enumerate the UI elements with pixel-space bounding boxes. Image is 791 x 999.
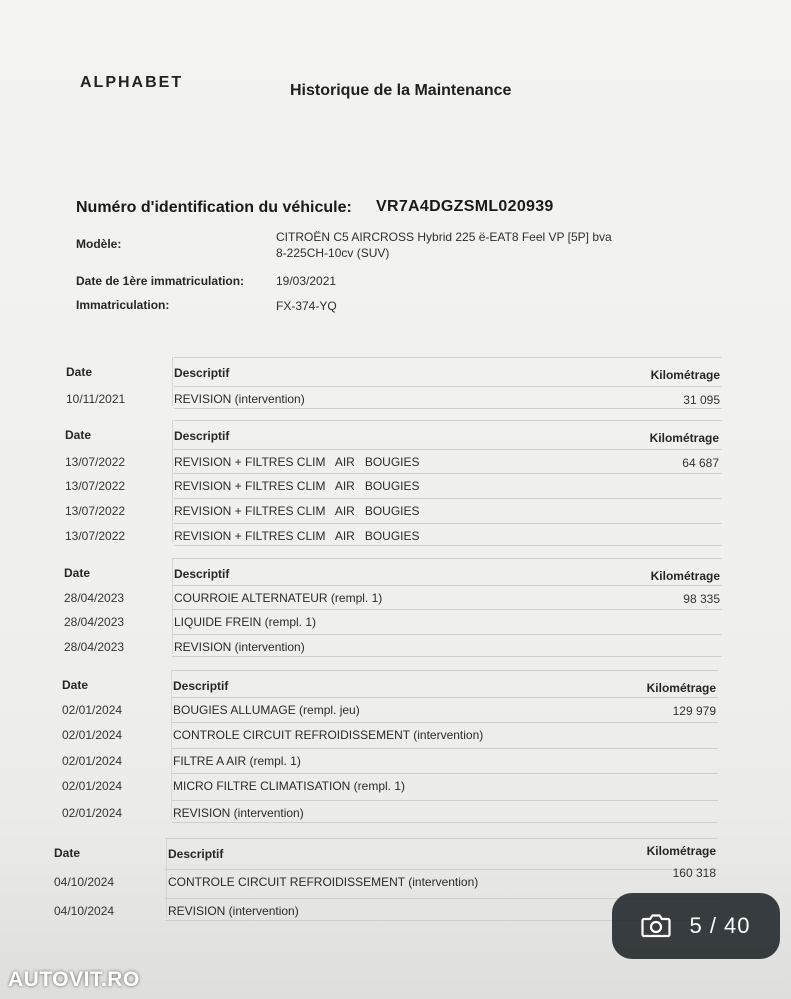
column-header-descriptif: Descriptif xyxy=(174,429,230,443)
row-descriptif: BOUGIES ALLUMAGE (rempl. jeu) xyxy=(173,703,360,717)
row-date: 28/04/2023 xyxy=(64,615,125,629)
column-header-kilometrage: Kilométrage xyxy=(650,368,720,382)
vin-label: Numéro d'identification du véhicule: xyxy=(76,199,352,216)
column-header-date: Date xyxy=(62,678,89,692)
row-date: 10/11/2021 xyxy=(66,392,126,406)
row-date: 04/10/2024 xyxy=(54,904,115,918)
row-line xyxy=(172,748,718,749)
row-descriptif: REVISION (intervention) xyxy=(168,904,299,918)
row-kilometrage: 160 318 xyxy=(672,866,716,880)
row-kilometrage: 98 335 xyxy=(683,592,720,606)
row-descriptif: REVISION (intervention) xyxy=(174,392,305,406)
row-date: 28/04/2023 xyxy=(64,591,125,605)
row-date: 13/07/2022 xyxy=(65,529,126,543)
section-bottom-line xyxy=(172,656,722,657)
column-header-date: Date xyxy=(54,846,81,860)
row-line xyxy=(174,386,722,387)
row-line xyxy=(174,523,722,524)
column-header-kilometrage: Kilométrage xyxy=(649,431,719,445)
row-line xyxy=(172,609,722,610)
column-header-kilometrage: Kilométrage xyxy=(646,681,716,695)
section-bottom-line xyxy=(174,545,722,546)
row-descriptif: MICRO FILTRE CLIMATISATION (rempl. 1) xyxy=(173,779,406,793)
row-date: 02/01/2024 xyxy=(62,806,123,820)
row-date: 13/07/2022 xyxy=(65,479,126,493)
section-top-line xyxy=(174,357,722,358)
row-date: 02/01/2024 xyxy=(62,779,123,793)
section-top-line xyxy=(174,420,722,421)
row-descriptif: COURROIE ALTERNATEUR (rempl. 1) xyxy=(174,591,383,605)
row-date: 13/07/2022 xyxy=(65,504,126,518)
row-line xyxy=(172,722,718,723)
column-header-kilometrage: Kilométrage xyxy=(650,569,720,583)
model-label: Modèle: xyxy=(76,237,122,251)
column-separator xyxy=(172,420,173,543)
column-header-descriptif: Descriptif xyxy=(173,679,229,693)
plate-value: FX-374-YQ xyxy=(276,299,337,313)
camera-icon xyxy=(641,913,671,939)
plate-label: Immatriculation: xyxy=(76,298,170,312)
row-date: 02/01/2024 xyxy=(62,728,123,742)
row-line xyxy=(172,800,718,801)
model-value-line2: 8-225CH-10cv (SUV) xyxy=(276,246,390,260)
column-separator xyxy=(172,357,173,406)
column-header-descriptif: Descriptif xyxy=(174,366,230,380)
row-line xyxy=(172,634,722,635)
row-date: 13/07/2022 xyxy=(65,455,126,469)
column-separator xyxy=(171,670,172,820)
row-kilometrage: 31 095 xyxy=(683,393,720,407)
row-kilometrage: 129 979 xyxy=(672,704,716,718)
column-header-descriptif: Descriptif xyxy=(168,847,224,861)
section-top-line xyxy=(165,838,718,839)
row-descriptif: FILTRE A AIR (rempl. 1) xyxy=(173,754,301,768)
section-bottom-line xyxy=(174,408,722,409)
column-header-date: Date xyxy=(65,428,92,442)
autovit-watermark: AUTOVIT.RO xyxy=(8,968,140,991)
row-line xyxy=(172,773,718,774)
section-bottom-line xyxy=(172,822,718,823)
gallery-counter: 5 / 40 xyxy=(689,913,751,938)
section-top-line xyxy=(172,558,722,559)
gallery-counter-badge[interactable] xyxy=(612,893,780,959)
company-logo: ALPHABET xyxy=(80,74,184,91)
row-date: 28/04/2023 xyxy=(64,640,125,654)
row-kilometrage: 64 687 xyxy=(682,456,719,470)
row-descriptif: REVISION (intervention) xyxy=(174,640,305,654)
row-descriptif: CONTROLE CIRCUIT REFROIDISSEMENT (intervention) xyxy=(173,728,484,742)
row-descriptif: REVISION + FILTRES CLIM AIR BOUGIES xyxy=(174,529,420,543)
column-header-descriptif: Descriptif xyxy=(174,567,230,581)
model-value-line1: CITROËN C5 AIRCROSS Hybrid 225 ë-EAT8 Feel VP [5P] bva xyxy=(276,230,612,244)
row-descriptif: LIQUIDE FREIN (rempl. 1) xyxy=(174,615,317,629)
document-title: Historique de la Maintenance xyxy=(290,82,512,99)
row-descriptif: REVISION + FILTRES CLIM AIR BOUGIES xyxy=(174,504,420,518)
row-line xyxy=(174,473,722,474)
row-date: 04/10/2024 xyxy=(54,875,115,889)
row-descriptif: REVISION + FILTRES CLIM AIR BOUGIES xyxy=(174,479,420,493)
row-descriptif: REVISION + FILTRES CLIM AIR BOUGIES xyxy=(174,455,420,469)
column-header-kilometrage: Kilométrage xyxy=(646,844,716,858)
row-line xyxy=(174,449,722,450)
row-line xyxy=(174,498,722,499)
row-date: 02/01/2024 xyxy=(62,754,123,768)
row-date: 02/01/2024 xyxy=(62,703,123,717)
row-line xyxy=(172,697,718,698)
vin-value: VR7A4DGZSML020939 xyxy=(376,198,554,215)
column-header-date: Date xyxy=(66,365,93,379)
column-separator xyxy=(166,838,167,918)
column-separator xyxy=(172,558,173,654)
section-top-line xyxy=(172,670,718,671)
row-descriptif: CONTROLE CIRCUIT REFROIDISSEMENT (intervention) xyxy=(168,875,479,889)
row-line xyxy=(172,585,722,586)
column-header-date: Date xyxy=(64,566,91,580)
first-registration-label: Date de 1ère immatriculation: xyxy=(76,274,245,288)
first-registration-value: 19/03/2021 xyxy=(276,274,337,288)
row-descriptif: REVISION (intervention) xyxy=(173,806,304,820)
